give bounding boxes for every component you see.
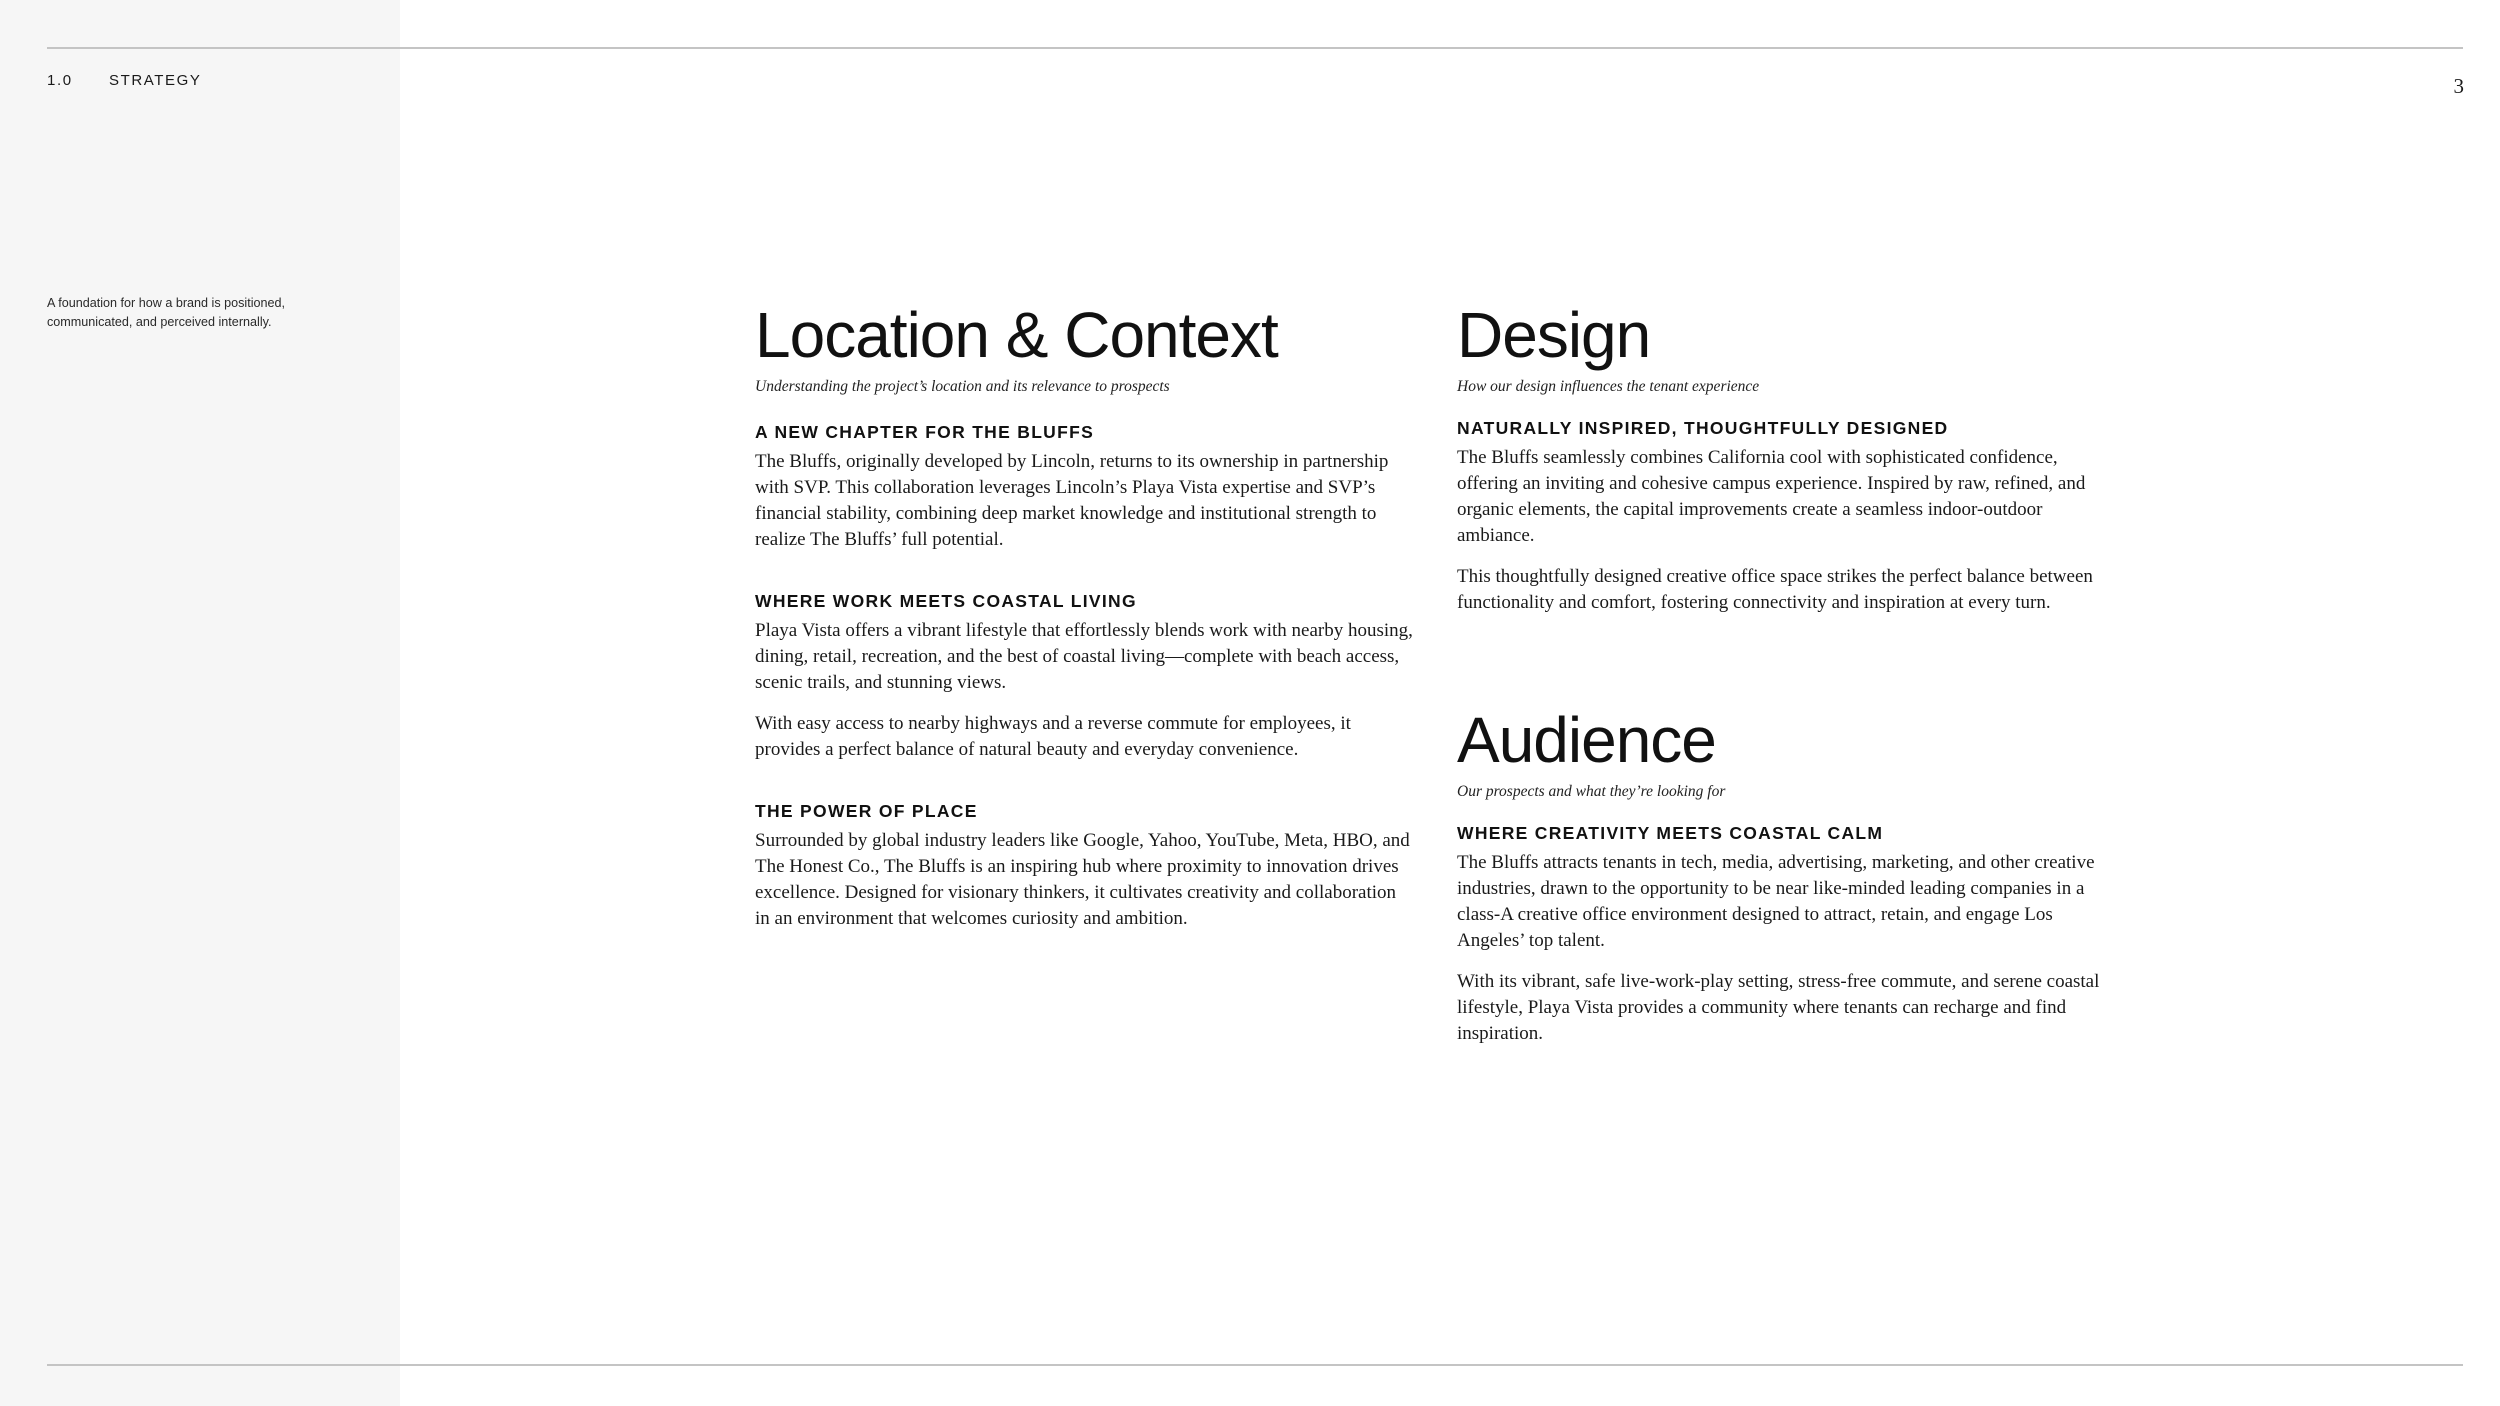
section-paragraph: With easy access to nearby highways and a reverse commute for employees, it provides a perfect balance of natural beauty and everyday convenience. — [755, 713, 1351, 760]
section-heading: WHERE CREATIVITY MEETS COASTAL CALM — [1457, 823, 1884, 843]
location-section — [755, 589, 1415, 763]
section-name: STRATEGY — [109, 72, 202, 89]
section-heading: THE POWER OF PLACE — [755, 801, 978, 821]
section-number: 1.0 — [47, 72, 73, 89]
section-paragraph: This thoughtfully designed creative office space strikes the perfect balance between functionality and comfort, fostering connectivity and inspiration at every turn. — [1457, 566, 2093, 613]
location-context-column — [755, 300, 1415, 932]
section-paragraph: Playa Vista offers a vibrant lifestyle that effortlessly blends work with nearby housing, dining, retail, recreation, and the best of coastal living—complete with beach access, scenic trails, and stunning views. — [755, 620, 1413, 693]
location-section — [755, 420, 1415, 553]
audience-subtitle: Our prospects and what they’re looking for — [1457, 783, 1726, 800]
location-title: Location & Context — [755, 299, 1278, 371]
audience-title: Audience — [1457, 704, 1716, 776]
section-heading: NATURALLY INSPIRED, THOUGHTFULLY DESIGNED — [1457, 418, 1949, 438]
section-heading: A NEW CHAPTER FOR THE BLUFFS — [755, 422, 1095, 442]
design-section — [1457, 416, 2117, 616]
design-title: Design — [1457, 299, 1651, 371]
section-paragraph: Surrounded by global industry leaders like Google, Yahoo, YouTube, Meta, HBO, and The Honest Co., The Bluffs is an inspiring hub where proximity to innovation drives excellence. Designed for visionary thinkers, it cultivates creativity and collaboration in an environment that welcomes curiosity and ambition. — [755, 830, 1410, 929]
design-subtitle: How our design influences the tenant experience — [1457, 378, 1760, 395]
section-paragraph: The Bluffs attracts tenants in tech, media, advertising, marketing, and other creative industries, drawn to the opportunity to be near like-minded leading companies in a class-A creative office environment designed to attract, retain, and engage Los Angeles’ top talent. — [1457, 852, 2095, 951]
audience-section — [1457, 821, 2117, 1047]
top-divider — [47, 47, 2463, 49]
sidebar-panel — [0, 0, 400, 1406]
section-heading: WHERE WORK MEETS COASTAL LIVING — [755, 591, 1137, 611]
audience-column — [1457, 705, 2117, 1047]
location-section — [755, 799, 1415, 932]
location-subtitle: Understanding the project’s location and its relevance to prospects — [755, 378, 1170, 395]
bottom-divider — [47, 1364, 2463, 1366]
design-column — [1457, 300, 2117, 616]
section-paragraph: With its vibrant, safe live-work-play setting, stress-free commute, and serene coastal lifestyle, Playa Vista provides a community where tenants can recharge and find inspiration. — [1457, 971, 2100, 1044]
sidebar-description: A foundation for how a brand is positioned, communicated, and perceived internally. — [47, 296, 286, 329]
page-number: 3 — [2453, 74, 2464, 98]
section-paragraph: The Bluffs, originally developed by Lincoln, returns to its ownership in partnership with SVP. This collaboration leverages Lincoln’s Playa Vista expertise and SVP’s financial stability, combining deep market knowledge and institutional strength to realize The Bluffs’ full potential. — [755, 451, 1389, 550]
section-paragraph: The Bluffs seamlessly combines California cool with sophisticated confidence, offering an inviting and cohesive campus experience. Inspired by raw, refined, and organic elements, the capital improvements create a seamless indoor-outdoor ambiance. — [1457, 447, 2086, 546]
